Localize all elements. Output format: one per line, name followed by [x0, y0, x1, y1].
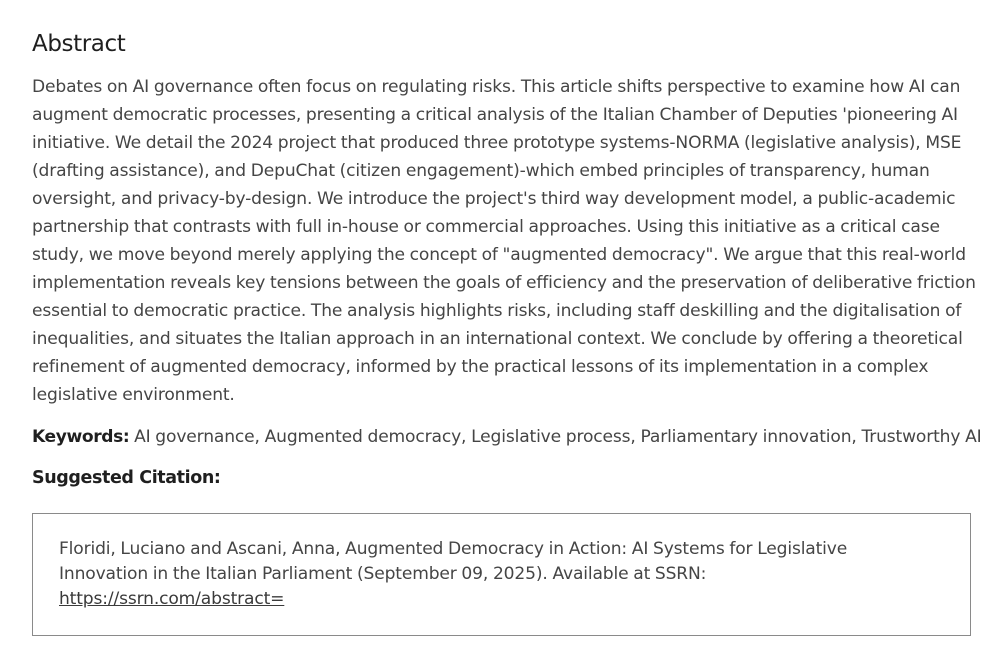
- keywords-line: [32, 423, 982, 451]
- abstract-heading: Abstract: [32, 31, 126, 57]
- suggested-citation-heading: Suggested Citation:: [32, 468, 221, 488]
- keywords-label: Keywords:: [32, 427, 130, 447]
- citation-text-block: [59, 537, 879, 612]
- abstract-text: Debates on AI governance often focus on regulating risks. This article shifts perspective to examine how AI can augment democratic processes, presenting a critical analysis of the Italian Chamber of Deputies 'pioneering AI initiative. We detail the 2024 project that produced three prototype systems-NORMA (legislative analysis), MSE (drafting assistance), and DepuChat (citizen engagement)-which embed principles of transparency, human oversight, and privacy-by-design. We introduce the project's third way development model, a public-academic partnership that contrasts with full in-house or commercial approaches. Using this initiative as a critical case study, we move beyond merely applying the concept of "augmented democracy". We argue that this real-world implementation reveals key tensions between the goals of efficiency and the preservation of deliberative friction essential to democratic practice. The analysis highlights risks, including staff deskilling and the digitalisation of inequalities, and situates the Italian approach in an international context. We conclude by offering a theoretical refinement of augmented democracy, informed by the practical lessons of its implementation in a complex legislative environment.: [32, 77, 976, 405]
- citation-text: Floridi, Luciano and Ascani, Anna, Augmented Democracy in Action: AI Systems for Legislative Innovation in the Italian Parliament (September 09, 2025). Available at SSRN:: [59, 539, 848, 584]
- ssrn-abstract-link[interactable]: https://ssrn.com/abstract=: [59, 589, 285, 609]
- citation-box: [32, 513, 971, 636]
- keywords-values: AI governance, Augmented democracy, Legislative process, Parliamentary innovation, Trustworthy AI: [134, 427, 982, 447]
